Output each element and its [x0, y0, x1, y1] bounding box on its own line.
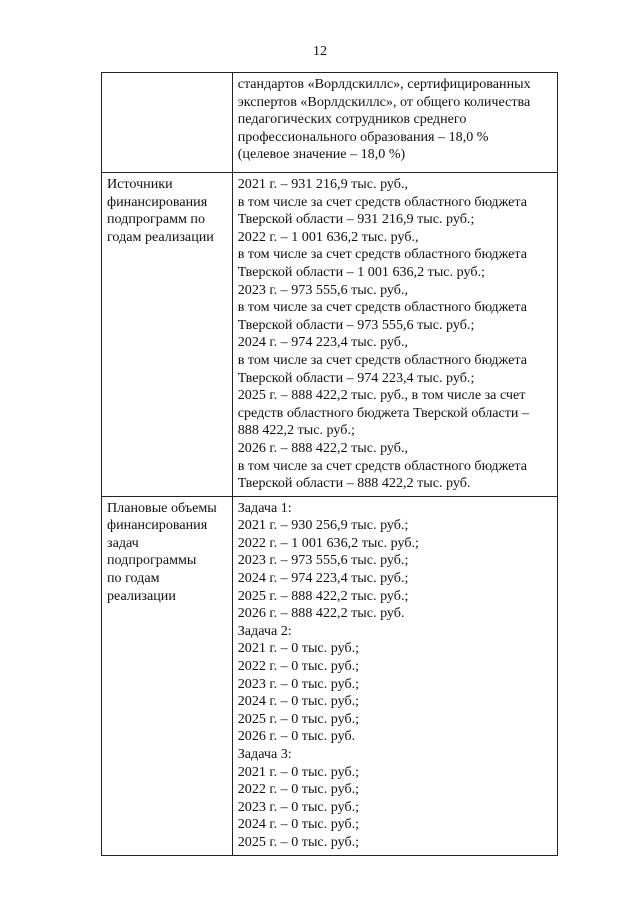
text-line: Тверской области – 973 555,6 тыс. руб.; [237, 316, 475, 333]
text-line: Задача 2: [237, 622, 292, 639]
page-number: 12 [313, 44, 327, 59]
text-line: 2025 г. – 888 422,2 тыс. руб., в том числе за счет [237, 387, 526, 404]
text-line: подпрограмм по [107, 211, 206, 228]
text-line: 2024 г. – 0 тыс. руб.; [237, 816, 360, 833]
text-line: Задача 1: [237, 499, 292, 516]
text-line: в том числе за счет средств областного бюджета [237, 246, 527, 263]
text-line: финансирования [107, 517, 208, 534]
text-line: задач [107, 534, 139, 551]
text-line: 2024 г. – 0 тыс. руб.; [237, 693, 360, 710]
row-value-cell [232, 73, 557, 173]
text-line: 2022 г. – 1 001 636,2 тыс. руб., [237, 228, 419, 245]
text-line: 2024 г. – 974 223,4 тыс. руб., [237, 334, 409, 351]
text-line: (целевое значение – 18,0 %) [237, 146, 406, 163]
text-line: 2022 г. – 0 тыс. руб.; [237, 658, 360, 675]
text-line: по годам [107, 570, 160, 587]
text-line: Тверской области – 974 223,4 тыс. руб.; [237, 369, 475, 386]
text-line: педагогических сотрудников среднего [237, 111, 467, 128]
text-line: 2023 г. – 973 555,6 тыс. руб., [237, 281, 409, 298]
text-line: в том числе за счет средств областного бюджета [237, 457, 527, 474]
text-line: 888 422,2 тыс. руб.; [237, 422, 355, 439]
text-line: 2026 г. – 888 422,2 тыс. руб., [237, 439, 409, 456]
text-line: Тверской области – 888 422,2 тыс. руб. [237, 475, 471, 492]
text-line: 2023 г. – 0 тыс. руб.; [237, 798, 360, 815]
text-line: Источники [107, 176, 173, 192]
text-line: 2023 г. – 973 555,6 тыс. руб.; [237, 552, 409, 569]
text-line: 2026 г. – 888 422,2 тыс. руб. [237, 605, 405, 622]
text-line: экспертов «Ворлдскиллс», от общего количества [237, 93, 531, 110]
text-line: Плановые объемы [107, 499, 217, 516]
text-line: Задача 3: [237, 746, 292, 762]
text-line: в том числе за счет средств областного бюджета [237, 299, 527, 316]
text-line: финансирования [107, 193, 208, 210]
text-line: 2024 г. – 974 223,4 тыс. руб.; [237, 570, 409, 587]
row-value-cell [232, 173, 557, 497]
text-line: 2025 г. – 888 422,2 тыс. руб.; [237, 587, 409, 604]
text-line: стандартов «Ворлдскиллс», сертифицированных [237, 76, 531, 92]
text-line: в том числе за счет средств областного бюджета [237, 193, 527, 210]
table-row-target-indicator-continued [102, 73, 558, 173]
text-line: 2022 г. – 0 тыс. руб.; [237, 781, 360, 798]
text-line: подпрограммы [107, 552, 197, 569]
text-line: реализации [107, 587, 176, 604]
text-line: 2021 г. – 931 216,9 тыс. руб., [237, 176, 409, 192]
row-value-cell [232, 496, 557, 855]
row-label-cell [102, 496, 233, 855]
text-line: годам реализации [107, 228, 214, 245]
text-line: 2021 г. – 930 256,9 тыс. руб.; [237, 517, 409, 534]
row-label-cell [102, 73, 233, 173]
text-line: 2025 г. – 0 тыс. руб.; [237, 833, 360, 850]
text-line: в том числе за счет средств областного бюджета [237, 351, 527, 368]
text-line: средств областного бюджета Тверской области – [237, 404, 530, 421]
subprogram-passport-table [101, 72, 558, 856]
text-line: 2022 г. – 1 001 636,2 тыс. руб.; [237, 534, 419, 551]
text-line: 2025 г. – 0 тыс. руб.; [237, 710, 360, 727]
text-line: Тверской области – 931 216,9 тыс. руб.; [237, 211, 475, 228]
text-line: профессионального образования – 18,0 % [237, 128, 489, 145]
table-row-financing-sources [102, 173, 558, 497]
text-line: 2026 г. – 0 тыс. руб. [237, 728, 356, 745]
text-line: Тверской области – 1 001 636,2 тыс. руб.; [237, 263, 485, 280]
row-label-cell [102, 173, 233, 497]
text-line: 2021 г. – 0 тыс. руб.; [237, 763, 360, 780]
table-row-planned-volumes [102, 496, 558, 855]
text-line: 2023 г. – 0 тыс. руб.; [237, 675, 360, 692]
text-line: 2021 г. – 0 тыс. руб.; [237, 640, 360, 657]
